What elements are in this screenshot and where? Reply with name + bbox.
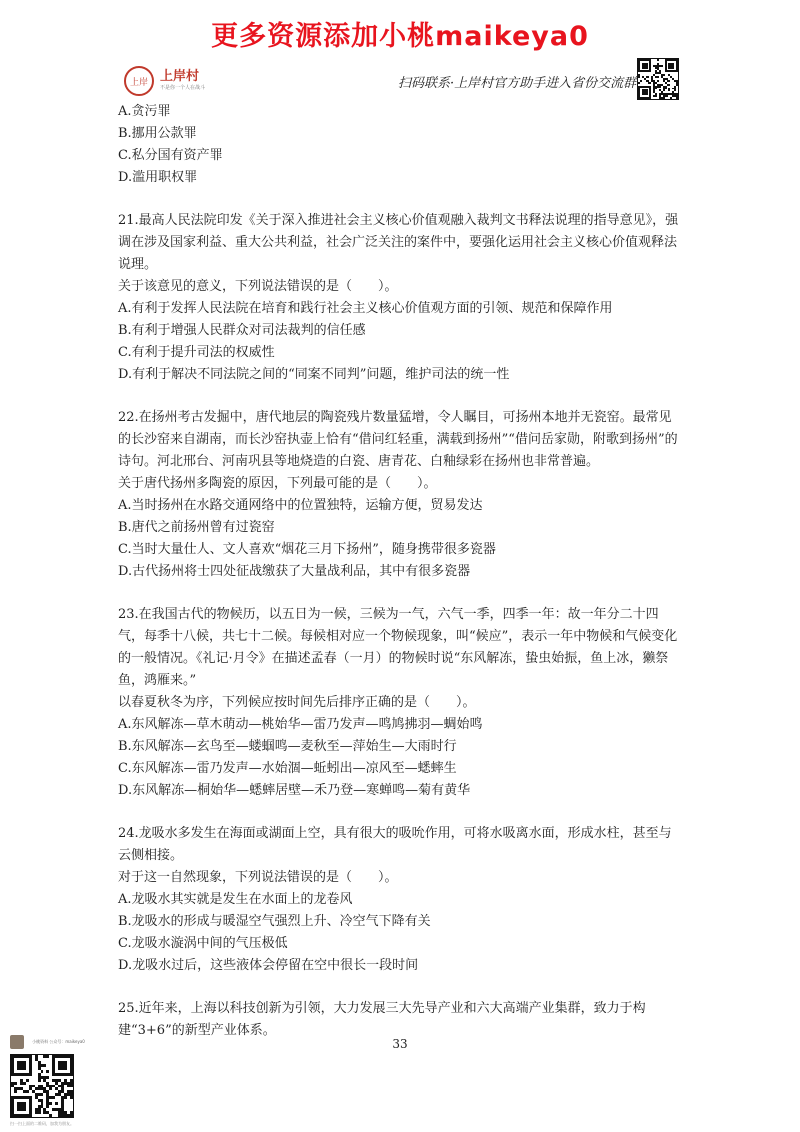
text-line: D.龙吸水过后，这些液体会停留在空中很长一段时间 [118,958,419,973]
section-gap [118,583,684,604]
wechat-card [10,1031,160,1127]
question-stem: 24.龙吸水多发生在海面或湖面上空，具有很大的吸吮作用，可将水吸离水面，形成水柱，甚至与云侧相接。 [118,826,672,863]
text-line: B.唐代之前扬州曾有过瓷窑 [118,520,275,535]
text-line: C.龙吸水漩涡中间的气压极低 [118,936,288,951]
text-line: D.有利于解决不同法院之间的“同案不同判”问题，维护司法的统一性 [118,367,510,382]
text-line: B.挪用公款罪 [118,126,197,141]
qr-code-icon[interactable] [10,1054,74,1118]
section-gap [118,802,684,823]
text-line: B.有利于增强人民群众对司法裁判的信任感 [118,323,366,338]
logo-seal-icon: 上岸 [124,66,154,96]
text-line: C.当时大量仕人、文人喜欢“烟花三月下扬州”，随身携带很多瓷器 [118,542,496,557]
exam-content [118,101,684,1042]
text-line: D.古代扬州将士四处征战缴获了大量战利品，其中有很多瓷器 [118,564,471,579]
avatar [10,1035,24,1049]
text-line: A.龙吸水其实就是发生在水面上的龙卷风 [118,892,353,907]
watermark-banner: 更多资源添加小桃maikeya0 [211,21,589,52]
text-line: A.有利于发挥人民法院在培育和践行社会主义核心价值观方面的引领、规范和保障作用 [118,301,613,316]
card-caption: 扫一扫上面的二维码，加我为朋友。 [10,1121,74,1126]
text-line: 关于该意见的意义，下列说法错误的是（ ）。 [118,279,398,294]
question-stem: 21.最高人民法院印发《关于深入推进社会主义核心价值观融入裁判文书释法说理的指导意见》，强调在涉及国家利益、重大公共利益，社会广泛关注的案件中，要强化运用社会主义核心价值观释法说理。 [118,213,679,272]
text-line: D.滥用职权罪 [118,170,198,185]
text-line: 关于唐代扬州多陶瓷的原因，下列最可能的是（ ）。 [118,476,437,491]
text-line: 对于这一自然现象，下列说法错误的是（ ）。 [118,870,398,885]
qr-code-icon[interactable] [637,58,679,100]
text-line: C.私分国有资产罪 [118,148,223,163]
section-gap [118,189,684,210]
card-name: 小桃资料 公众号：maikeya0 [32,1038,85,1044]
text-line: A.东风解冻—草木萌动—桃始华—雷乃发声—鸣鸠拂羽—蜩始鸣 [118,717,483,732]
logo-name: 上岸村 [160,69,200,84]
text-line: A.贪污罪 [118,104,171,119]
text-line: B.龙吸水的形成与暖湿空气强烈上升、冷空气下降有关 [118,914,431,929]
question-stem: 25.近年来，上海以科技创新为引领，大力发展三大先导产业和六大高端产业集群，致力于构建“3+6”的新型产业体系。 [118,1001,646,1038]
text-line: D.东风解冻—桐始华—蟋蟀居壁—禾乃登—寒蝉鸣—菊有黄华 [118,783,471,798]
page-number: 33 [392,1037,408,1051]
question-stem: 23.在我国古代的物候历，以五日为一候，三候为一气，六气一季，四季一年：故一年分二十四气，每季十八候，共七十二候。每候相对应一个物候现象，叫“候应”，表示一年中物候和气候变化的一般情况。《礼记·月令》在描述孟春（一月）的物候时说“东风解冻，蛰虫始振，鱼上冰，獭祭鱼，鸿雁来。” [118,607,678,688]
brand-logo [124,66,205,96]
text-line: C.有利于提升司法的权威性 [118,345,275,360]
text-line: B.东风解冻—玄鸟至—蝼蝈鸣—麦秋至—萍始生—大雨时行 [118,739,457,754]
contact-note: 扫码联系·上岸村官方助手进入省份交流群 [398,76,637,91]
section-gap [118,977,684,998]
text-line: C.东风解冻—雷乃发声—水始涸—蚯蚓出—凉风至—蟋蟀生 [118,761,457,776]
text-line: A.当时扬州在水路交通网络中的位置独特，运输方便，贸易发达 [118,498,483,513]
question-stem: 22.在扬州考古发掘中，唐代地层的陶瓷残片数量猛增，令人瞩目，可扬州本地并无瓷窑。最常见的长沙窑来自湖南，而长沙窑执壶上恰有“借问红轻重，满载到扬州”“借问岳家勋，附歌到扬州”的诗句。河北邢台、河南巩县等地烧造的白瓷、唐青花、白釉绿彩在扬州也非常普遍。 [118,410,678,469]
section-gap [118,386,684,407]
logo-slogan: 不是你一个人在战斗 [160,85,206,91]
text-line: 以春夏秋冬为序，下列候应按时间先后排序正确的是（ ）。 [118,695,476,710]
